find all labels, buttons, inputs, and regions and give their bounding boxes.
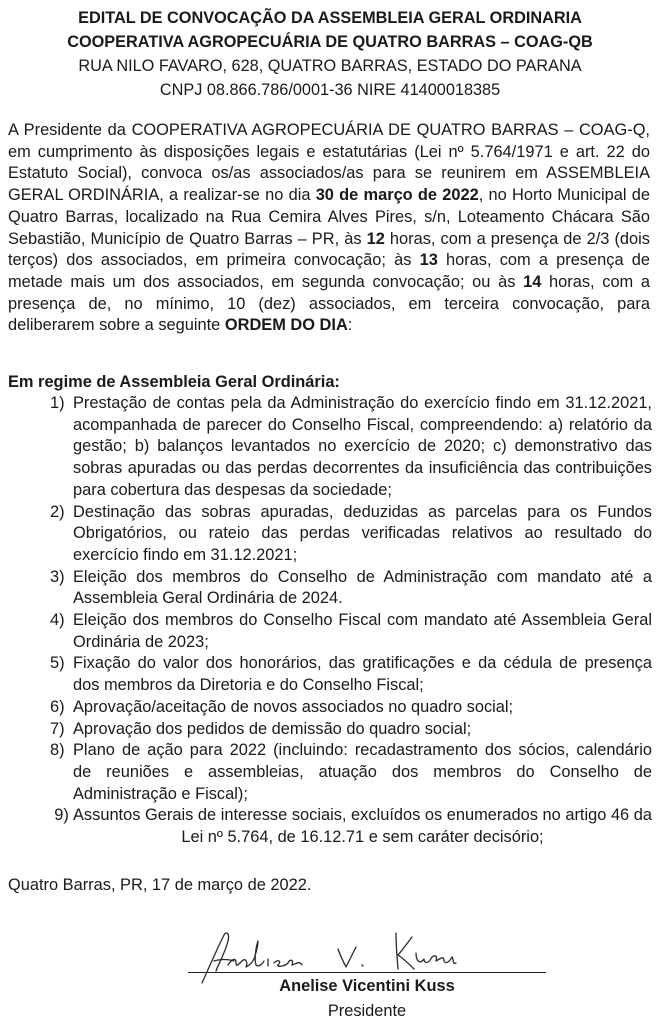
first-call-hour: 12: [366, 229, 385, 248]
agenda-item: [25, 393, 652, 502]
intro-text-1: A Presidente da COOPERATIVA AGROPECUÁRIA DE QUATRO BARRAS – COAG-Q, em cumprimento às disposições legais e estatutárias (Lei nº 5.764/1971 e art. 22 do Estatuto Social), convoca os/as associados/as para se reunirem em ASSEMBLEIA GERAL ORDINÁRIA, a realizar-se no dia: [8, 121, 650, 205]
signatory-name: Anelise Vicentini Kuss: [279, 977, 455, 995]
place-and-date: Quatro Barras, PR, 17 de março de 2022.: [8, 876, 312, 894]
intro-paragraph: [8, 120, 650, 337]
agenda-item-number: 2): [50, 502, 65, 521]
agenda-item-text: Aprovação dos pedidos de demissão do quadro social;: [73, 719, 472, 738]
intro-text-3: horas, com a presença de 2/3 (dois terços) dos associados, em primeira convocação; às: [8, 229, 651, 270]
intro-text-6: :: [347, 316, 353, 335]
agenda-item: [25, 697, 652, 719]
agenda-item-text: Fixação do valor dos honorários, das gratificações e da cédula de presença dos membros da Diretoria e do Conselho Fiscal;: [73, 654, 652, 695]
intro-text-2: , no Horto Municipal de Quatro Barras, localizado na Rua Cemira Alves Pires, s/n, Loteamento Chácara São Sebastião, Município de Quatro Barras – PR, às: [8, 186, 650, 248]
agenda-item-text: Assuntos Gerais de interesse sociais, excluídos os enumerados no artigo 46 da Lei nº 5.764, de 16.12.71 e sem caráter decisório;: [73, 806, 652, 847]
agenda-item-number: 7): [50, 719, 65, 738]
document-header: [0, 6, 660, 102]
signature-block: [188, 925, 546, 1020]
agenda-item-text: Destinação das sobras apuradas, deduzidas as parcelas para os Fundos Obrigatórios, ou rateio das perdas verificadas relativos ao resultado do exercício findo em 31.12.2021;: [73, 502, 652, 564]
agenda-item: [25, 719, 652, 741]
agenda-item-number: 6): [50, 697, 65, 716]
agenda-list: [25, 393, 652, 849]
organization-address: RUA NILO FAVARO, 628, QUATRO BARRAS, ESTADO DO PARANA: [78, 57, 582, 75]
organization-registry: CNPJ 08.866.786/0001-36 NIRE 41400018385: [159, 81, 501, 99]
signatory-role: Presidente: [327, 1002, 407, 1020]
organization-name: COOPERATIVA AGROPECUÁRIA DE QUATRO BARRAS – COAG-QB: [67, 33, 593, 51]
meeting-date: 30 de março de 2022: [315, 186, 479, 205]
agenda-item-number: 5): [50, 654, 65, 673]
agenda-item-text: Eleição dos membros do Conselho de Administração com mandato até a Assembleia Geral Ordinária de 2024.: [73, 567, 652, 608]
agenda-item: [25, 805, 652, 848]
signature-line: [188, 972, 546, 973]
agenda-item: [25, 610, 652, 653]
agenda-item: [25, 740, 652, 805]
section-title: Em regime de Assembleia Geral Ordinária:: [8, 373, 340, 391]
document-title: EDITAL DE CONVOCAÇÃO DA ASSEMBLEIA GERAL ORDINARIA: [78, 9, 582, 27]
agenda-item-text: Eleição dos membros do Conselho Fiscal com mandato até Assembleia Geral Ordinária de 2023;: [73, 611, 652, 651]
agenda-item: [25, 502, 652, 567]
second-call-hour: 13: [419, 251, 438, 270]
agenda-item-text: Prestação de contas pela da Administração do exercício findo em 31.12.2021, acompanhada de parecer do Conselho Fiscal, compreendendo: a) relatório da gestão; b) balanços levantados no exercício de 2020; c) demonstrativo das sobras apuradas ou das perdas decorrentes da insuficiência das contribuições para cobertura das despesas da sociedade;: [73, 394, 652, 499]
agenda-item: [25, 567, 652, 610]
intro-text-4: horas, com a presença de metade mais um dos associados, em segunda convocação; ou às: [8, 251, 650, 291]
agenda-item-text: Aprovação/aceitação de novos associados no quadro social;: [73, 697, 514, 716]
agenda-item-number: 4): [50, 611, 65, 630]
agenda-label: ORDEM DO DIA: [224, 316, 348, 335]
agenda-item-text: Plano de ação para 2022 (incluindo: recadastramento dos sócios, calendário de reuniões e assembleias, atuação dos membros do Conselho de Administração e Fiscal);: [73, 741, 652, 803]
intro-text-5: horas, com a presença de, no mínimo, 10 (dez) associados, em terceira convocação, para deliberarem sobre a seguinte: [8, 272, 651, 335]
agenda-item-number: 3): [50, 567, 65, 586]
agenda-item: [25, 653, 652, 696]
agenda-item-number: 9): [54, 806, 69, 825]
agenda-item-number: 1): [50, 394, 65, 412]
agenda-item-number: 8): [50, 741, 65, 760]
third-call-hour: 14: [523, 272, 542, 291]
